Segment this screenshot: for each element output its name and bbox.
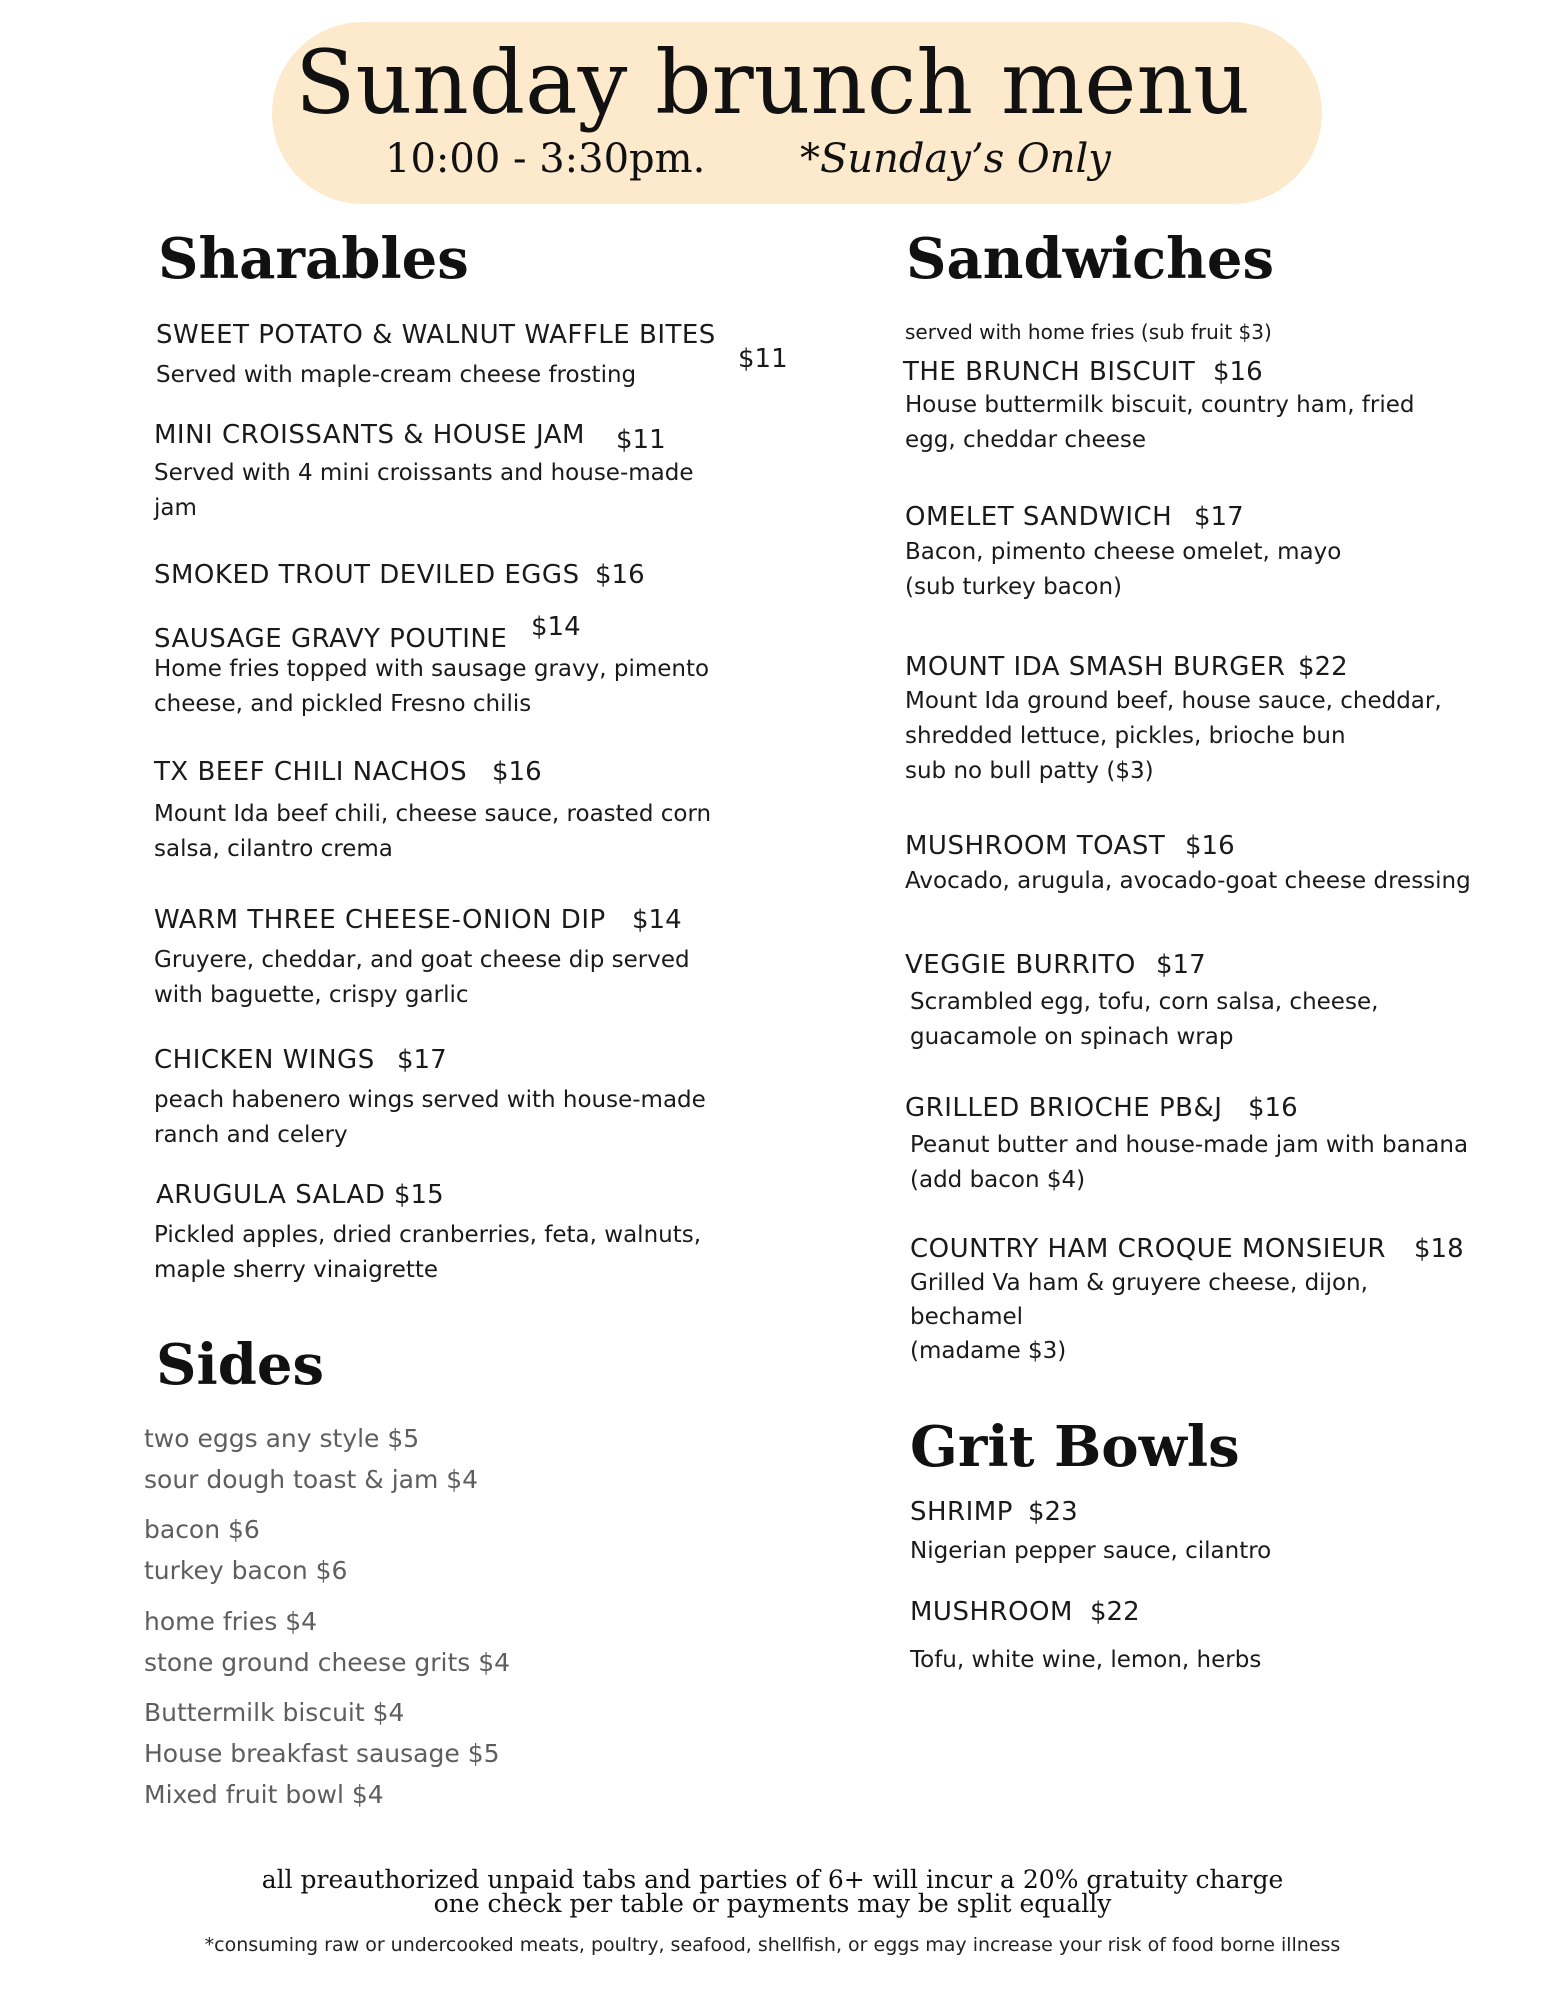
menu-item-price: $17 xyxy=(397,1045,447,1075)
sunday-only-note: *Sunday’s Only xyxy=(800,136,1111,182)
menu-item-name: MUSHROOM TOAST xyxy=(905,831,1166,861)
menu-item-description: Mount Ida ground beef, house sauce, cheddar, xyxy=(905,688,1442,714)
page-title: Sunday brunch menu xyxy=(295,31,1250,134)
menu-item-description: Avocado, arugula, avocado-goat cheese dressing xyxy=(905,868,1471,894)
menu-item-description: Peanut butter and house-made jam with banana xyxy=(910,1132,1469,1158)
menu-item-description: Served with maple-cream cheese frosting xyxy=(156,362,637,388)
menu-item-name: COUNTRY HAM CROQUE MONSIEUR xyxy=(910,1234,1386,1264)
menu-item-name: ARUGULA SALAD xyxy=(156,1180,386,1210)
menu-item-price: $14 xyxy=(632,905,682,935)
menu-item-description: House buttermilk biscuit, country ham, fried xyxy=(905,392,1415,418)
menu-item-price: $11 xyxy=(738,344,788,374)
menu-item-description: peach habenero wings served with house-made xyxy=(154,1087,706,1113)
menu-item-description: (madame $3) xyxy=(910,1338,1067,1364)
menu-item-description: maple sherry vinaigrette xyxy=(154,1257,439,1283)
split-check-notice: one check per table or payments may be split equally xyxy=(433,1889,1112,1918)
menu-item-name: MINI CROISSANTS & HOUSE JAM xyxy=(154,420,585,450)
sides-heading: Sides xyxy=(156,1332,325,1398)
menu-item-description: salsa, cilantro crema xyxy=(154,836,393,862)
side-item: House breakfast sausage $5 xyxy=(144,1739,500,1768)
menu-item-description: Bacon, pimento cheese omelet, mayo xyxy=(905,539,1342,565)
sandwiches-heading: Sandwiches xyxy=(906,226,1275,292)
side-item: stone ground cheese grits $4 xyxy=(144,1648,511,1677)
menu-item-price: $23 xyxy=(1028,1497,1078,1527)
sandwiches-side-note: served with home fries (sub fruit $3) xyxy=(905,320,1272,344)
menu-item-name: MUSHROOM xyxy=(910,1597,1073,1627)
menu-item-description: with baguette, crispy garlic xyxy=(154,982,469,1008)
menu-item-description: Gruyere, cheddar, and goat cheese dip served xyxy=(154,947,690,973)
menu-item-description: Nigerian pepper sauce, cilantro xyxy=(910,1538,1272,1564)
menu-item-name: OMELET SANDWICH xyxy=(905,502,1173,532)
menu-item-name: SHRIMP xyxy=(910,1497,1013,1527)
menu-item-name: MOUNT IDA SMASH BURGER xyxy=(905,652,1286,682)
menu-item-description: egg, cheddar cheese xyxy=(905,427,1147,453)
menu-item-price: $22 xyxy=(1090,1597,1140,1627)
menu-item-name: SMOKED TROUT DEVILED EGGS xyxy=(154,560,580,590)
menu-item-name: GRILLED BRIOCHE PB&J xyxy=(905,1093,1223,1123)
menu-item-price: $16 xyxy=(492,757,542,787)
menu-item-name: TX BEEF CHILI NACHOS xyxy=(154,757,468,787)
menu-item-price: $22 xyxy=(1298,652,1348,682)
menu-item-description: Served with 4 mini croissants and house-made xyxy=(154,460,694,486)
side-item: home fries $4 xyxy=(144,1607,318,1636)
side-item: sour dough toast & jam $4 xyxy=(144,1465,479,1494)
menu-item-description: ranch and celery xyxy=(154,1122,348,1148)
menu-item-price: $11 xyxy=(616,425,666,455)
side-item: bacon $6 xyxy=(144,1515,260,1544)
menu-item-description: guacamole on spinach wrap xyxy=(910,1024,1234,1050)
menu-item-description: sub no bull patty ($3) xyxy=(905,758,1154,784)
menu-item-name: WARM THREE CHEESE-ONION DIP xyxy=(154,905,606,935)
menu-item-description: jam xyxy=(154,495,197,521)
side-item: Buttermilk biscuit $4 xyxy=(144,1698,405,1727)
menu-item-description: (sub turkey bacon) xyxy=(905,574,1123,600)
menu-item-description: shredded lettuce, pickles, brioche bun xyxy=(905,723,1346,749)
menu-item-description: Scrambled egg, tofu, corn salsa, cheese, xyxy=(910,989,1379,1015)
menu-item-description: (add bacon $4) xyxy=(910,1167,1086,1193)
side-item: turkey bacon $6 xyxy=(144,1556,348,1585)
menu-item-description: Tofu, white wine, lemon, herbs xyxy=(910,1647,1262,1673)
menu-item-name: VEGGIE BURRITO xyxy=(905,950,1136,980)
side-item: Mixed fruit bowl $4 xyxy=(144,1780,384,1809)
menu-item-description: Home fries topped with sausage gravy, pimento xyxy=(154,656,710,682)
menu-item-price: $16 xyxy=(1185,831,1235,861)
menu-item-price: $16 xyxy=(1213,357,1263,387)
menu-item-name: SAUSAGE GRAVY POUTINE xyxy=(154,624,508,654)
menu-item-name: THE BRUNCH BISCUIT xyxy=(903,357,1196,387)
menu-item-price: $17 xyxy=(1156,950,1206,980)
menu-item-description: Grilled Va ham & gruyere cheese, dijon, xyxy=(910,1270,1368,1296)
side-item: two eggs any style $5 xyxy=(144,1424,420,1453)
menu-item-price: $16 xyxy=(1248,1093,1298,1123)
grit-bowls-heading: Grit Bowls xyxy=(910,1414,1240,1480)
gratuity-notice: all preauthorized unpaid tabs and parties of 6+ will incur a 20% gratuity charge xyxy=(261,1865,1284,1894)
menu-item-price: $16 xyxy=(595,560,645,590)
menu-item-description: Pickled apples, dried cranberries, feta, walnuts, xyxy=(154,1222,702,1248)
sharables-heading: Sharables xyxy=(158,226,469,292)
menu-item-price: $18 xyxy=(1414,1234,1464,1264)
food-safety-disclaimer: *consuming raw or undercooked meats, poultry, seafood, shellfish, or eggs may increase your risk of food borne illness xyxy=(204,1934,1341,1956)
menu-item-price: $15 xyxy=(394,1180,444,1210)
menu-item-name: SWEET POTATO & WALNUT WAFFLE BITES xyxy=(156,320,716,350)
menu-item-name: CHICKEN WINGS xyxy=(154,1045,375,1075)
hours-text: 10:00 - 3:30pm. xyxy=(385,136,706,182)
menu-item-description: bechamel xyxy=(910,1304,1024,1330)
menu-item-price: $17 xyxy=(1194,502,1244,532)
menu-item-price: $14 xyxy=(531,612,581,642)
menu-item-description: cheese, and pickled Fresno chilis xyxy=(154,691,532,717)
menu-item-description: Mount Ida beef chili, cheese sauce, roasted corn xyxy=(154,801,712,827)
